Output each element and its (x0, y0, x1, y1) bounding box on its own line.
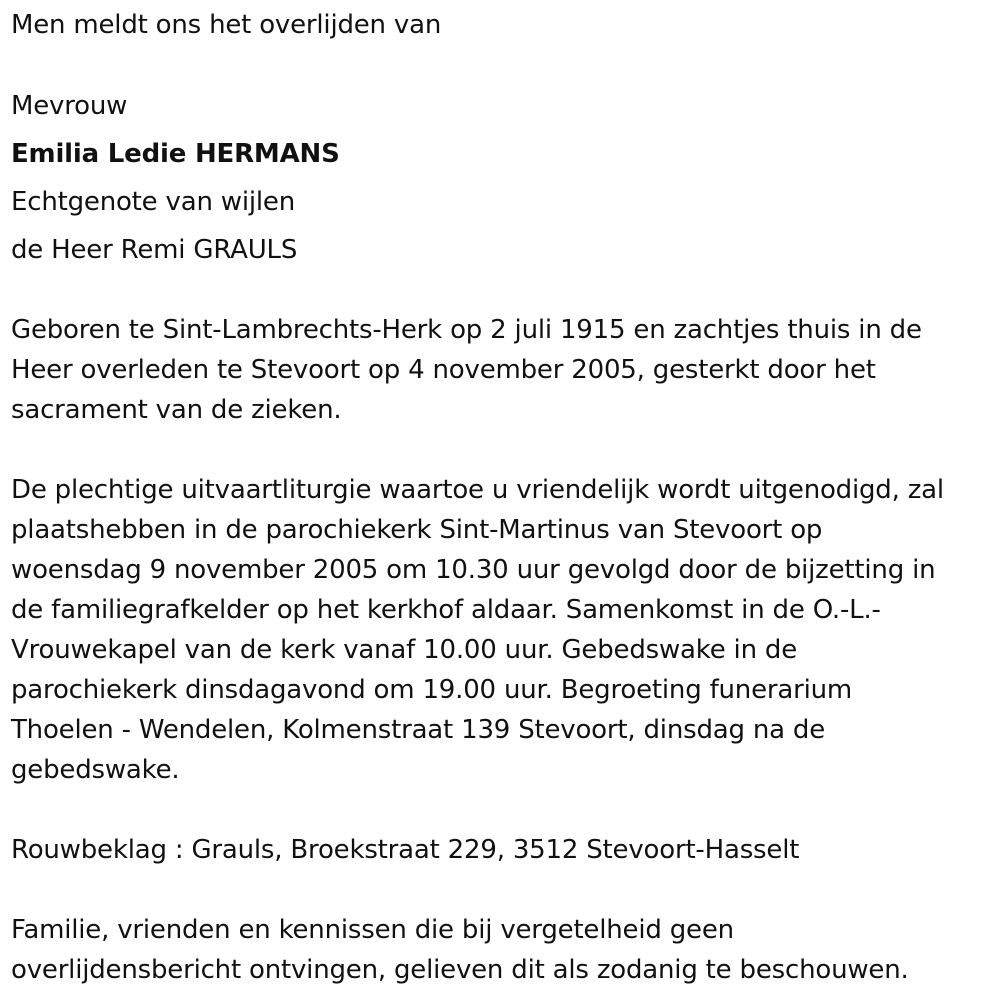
paragraph-line: De plechtige uitvaartliturgie waartoe u vriendelijk wordt uitgenodigd, zal (11, 475, 944, 505)
paragraph-line: sacrament van de zieken. (11, 395, 342, 425)
paragraph-line: plaatshebben in de parochiekerk Sint-Martinus van Stevoort op (11, 515, 823, 545)
honorific-title: Mevrouw (11, 91, 128, 121)
spouse-name: de Heer Remi GRAULS (11, 235, 298, 265)
paragraph-line: Familie, vrienden en kennissen die bij vergetelheid geen (11, 915, 734, 945)
paragraph-line: Heer overleden te Stevoort op 4 november 2005, gesterkt door het (11, 355, 876, 385)
paragraph-line: gebedswake. (11, 755, 180, 785)
paragraph-line: woensdag 9 november 2005 om 10.30 uur gevolgd door de bijzetting in (11, 555, 936, 585)
deceased-name: Emilia Ledie HERMANS (11, 139, 340, 169)
intro-text: Men meldt ons het overlijden van (11, 10, 442, 40)
spouse-label: Echtgenote van wijlen (11, 187, 296, 217)
birth-death-paragraph (11, 310, 922, 430)
paragraph-line: Vrouwekapel van de kerk vanaf 10.00 uur. Gebedswake in de (11, 635, 798, 665)
paragraph-line: Thoelen - Wendelen, Kolmenstraat 139 Stevoort, dinsdag na de (11, 715, 826, 745)
paragraph-line: parochiekerk dinsdagavond om 19.00 uur. Begroeting funerarium (11, 675, 853, 705)
paragraph-line: Geboren te Sint-Lambrechts-Herk op 2 juli 1915 en zachtjes thuis in de (11, 315, 922, 345)
family-paragraph (11, 910, 909, 990)
paragraph-line: de familiegrafkelder op het kerkhof aldaar. Samenkomst in de O.-L.- (11, 595, 881, 625)
funeral-paragraph (11, 470, 944, 790)
mourning-address-paragraph (11, 830, 799, 870)
paragraph-line: overlijdensbericht ontvingen, gelieven dit als zodanig te beschouwen. (11, 955, 909, 985)
mourning-address: Rouwbeklag : Grauls, Broekstraat 229, 3512 Stevoort-Hasselt (11, 835, 800, 865)
